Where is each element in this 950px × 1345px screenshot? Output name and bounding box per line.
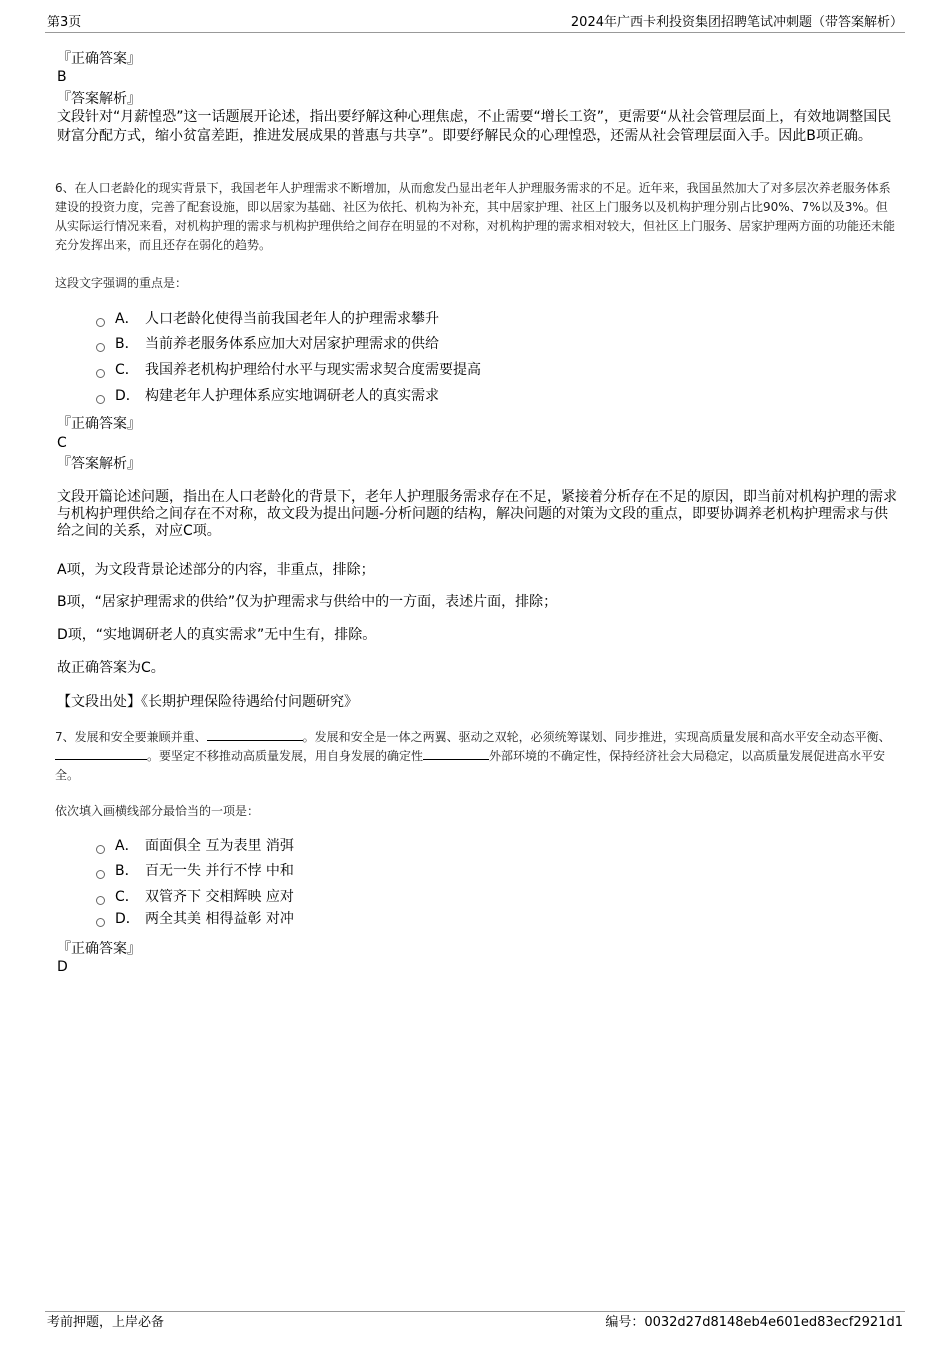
q6-note-a: A项，为文段背景论述部分的内容，非重点，排除； xyxy=(57,562,375,578)
q6-answer: C xyxy=(57,435,67,451)
radio-icon[interactable] xyxy=(96,395,105,404)
q6-analysis: 文段开篇论述问题，指出在人口老龄化的背景下，老年人护理服务需求存在不足，紧接着分析存在不足的原因，即当前对机构护理的需求与机构护理供给之间存在不对称，故文段为提出问题-分析问题的结构，解决问题的对策为文段的重点，即要协调养老机构护理需求与供给之间的关系，对应C项。 xyxy=(57,489,897,539)
q7-answer-label: 『正确答案』 xyxy=(57,941,141,957)
q7-answer: D xyxy=(57,959,68,975)
q7-option-c[interactable]: C． 双管齐下 交相辉映 应对 xyxy=(96,888,294,906)
page-number: 第3页 xyxy=(47,15,82,30)
radio-icon[interactable] xyxy=(96,870,105,879)
q6-stem: 6、在人口老龄化的现实背景下，我国老年人护理需求不断增加，从而愈发凸显出老年人护理服务需求的不足。近年来，我国虽然加大了对多层次养老服务体系建设的投资力度，完善了配套设施，即以居家为基础、社区为依托、机构为补充，其中居家护理、社区上门服务以及机构护理分别占比90%、7%以及3%。但从实际运行情况来看，对机构护理的需求与机构护理供给之间存在明显的不对称，对机构护理的需求相对较大，但社区上门服务、居家护理两方面的功能还未能充分发挥出来，而且还存在弱化的趋势。 xyxy=(55,181,896,252)
blank-2 xyxy=(55,747,147,760)
footer-divider xyxy=(45,1311,905,1312)
q5-answer: B xyxy=(57,69,67,85)
document-id: 编号：0032d27d8148eb4e601ed83ecf2921d1 xyxy=(605,1315,903,1330)
blank-1 xyxy=(207,728,303,741)
q6-note-b: B项，“居家护理需求的供给”仅为护理需求与供给中的一方面，表述片面，排除； xyxy=(57,594,558,610)
radio-icon[interactable] xyxy=(96,343,105,352)
q6-prompt: 这段文字强调的重点是： xyxy=(55,276,188,290)
header-divider xyxy=(45,32,905,33)
q6-option-a[interactable]: A． 人口老龄化使得当前我国老年人的护理需求攀升 xyxy=(96,310,439,328)
q5-analysis: 文段针对“月薪惶恐”这一话题展开论述，指出要纾解这种心理焦虑，不止需要“增长工资”，更需要“从社会管理层面上，有效地调整国民财富分配方式，缩小贫富差距，推进发展成果的普惠与共享”。即要纾解民众的心理惶恐，还需从社会管理层面入手。因此B项正确。 xyxy=(57,109,892,144)
radio-icon[interactable] xyxy=(96,918,105,927)
q7-option-d[interactable]: D． 两全其美 相得益彰 对冲 xyxy=(96,910,294,928)
q5-answer-label: 『正确答案』 xyxy=(57,51,141,67)
q6-option-d[interactable]: D． 构建老年人护理体系应实地调研老人的真实需求 xyxy=(96,387,439,405)
q6-note-d: D项，“实地调研老人的真实需求”无中生有，排除。 xyxy=(57,627,377,643)
q7-option-b[interactable]: B． 百无一失 并行不悖 中和 xyxy=(96,862,294,880)
q6-conclusion: 故正确答案为C。 xyxy=(57,660,165,676)
radio-icon[interactable] xyxy=(96,369,105,378)
q6-source: 【文段出处】《长期护理保险待遇给付问题研究》 xyxy=(57,694,358,710)
q7-stem: 7、发展和安全要兼顾并重、 。发展和安全是一体之两翼、驱动之双轮，必须统筹谋划、同步推进，实现高质量发展和高水平安全动态平衡、。要坚定不移推动高质量发展，用自身发展的确定性 外部环境的不确定性，保持经济社会大局稳定，以高质量发展促进高水平安全。 xyxy=(55,730,891,782)
q6-answer-label: 『正确答案』 xyxy=(57,416,141,432)
radio-icon[interactable] xyxy=(96,318,105,327)
q6-option-b[interactable]: B． 当前养老服务体系应加大对居家护理需求的供给 xyxy=(96,335,439,353)
blank-3 xyxy=(423,747,489,760)
q7-option-a[interactable]: A． 面面俱全 互为表里 消弭 xyxy=(96,837,294,855)
q7-prompt: 依次填入画横线部分最恰当的一项是： xyxy=(55,804,260,818)
radio-icon[interactable] xyxy=(96,896,105,905)
q5-analysis-label: 『答案解析』 xyxy=(57,91,141,107)
q6-option-c[interactable]: C． 我国养老机构护理给付水平与现实需求契合度需要提高 xyxy=(96,361,481,379)
radio-icon[interactable] xyxy=(96,845,105,854)
footer-slogan: 考前押题，上岸必备 xyxy=(47,1315,165,1330)
document-title: 2024年广西卡利投资集团招聘笔试冲刺题（带答案解析） xyxy=(570,15,903,30)
q6-analysis-label: 『答案解析』 xyxy=(57,456,141,472)
